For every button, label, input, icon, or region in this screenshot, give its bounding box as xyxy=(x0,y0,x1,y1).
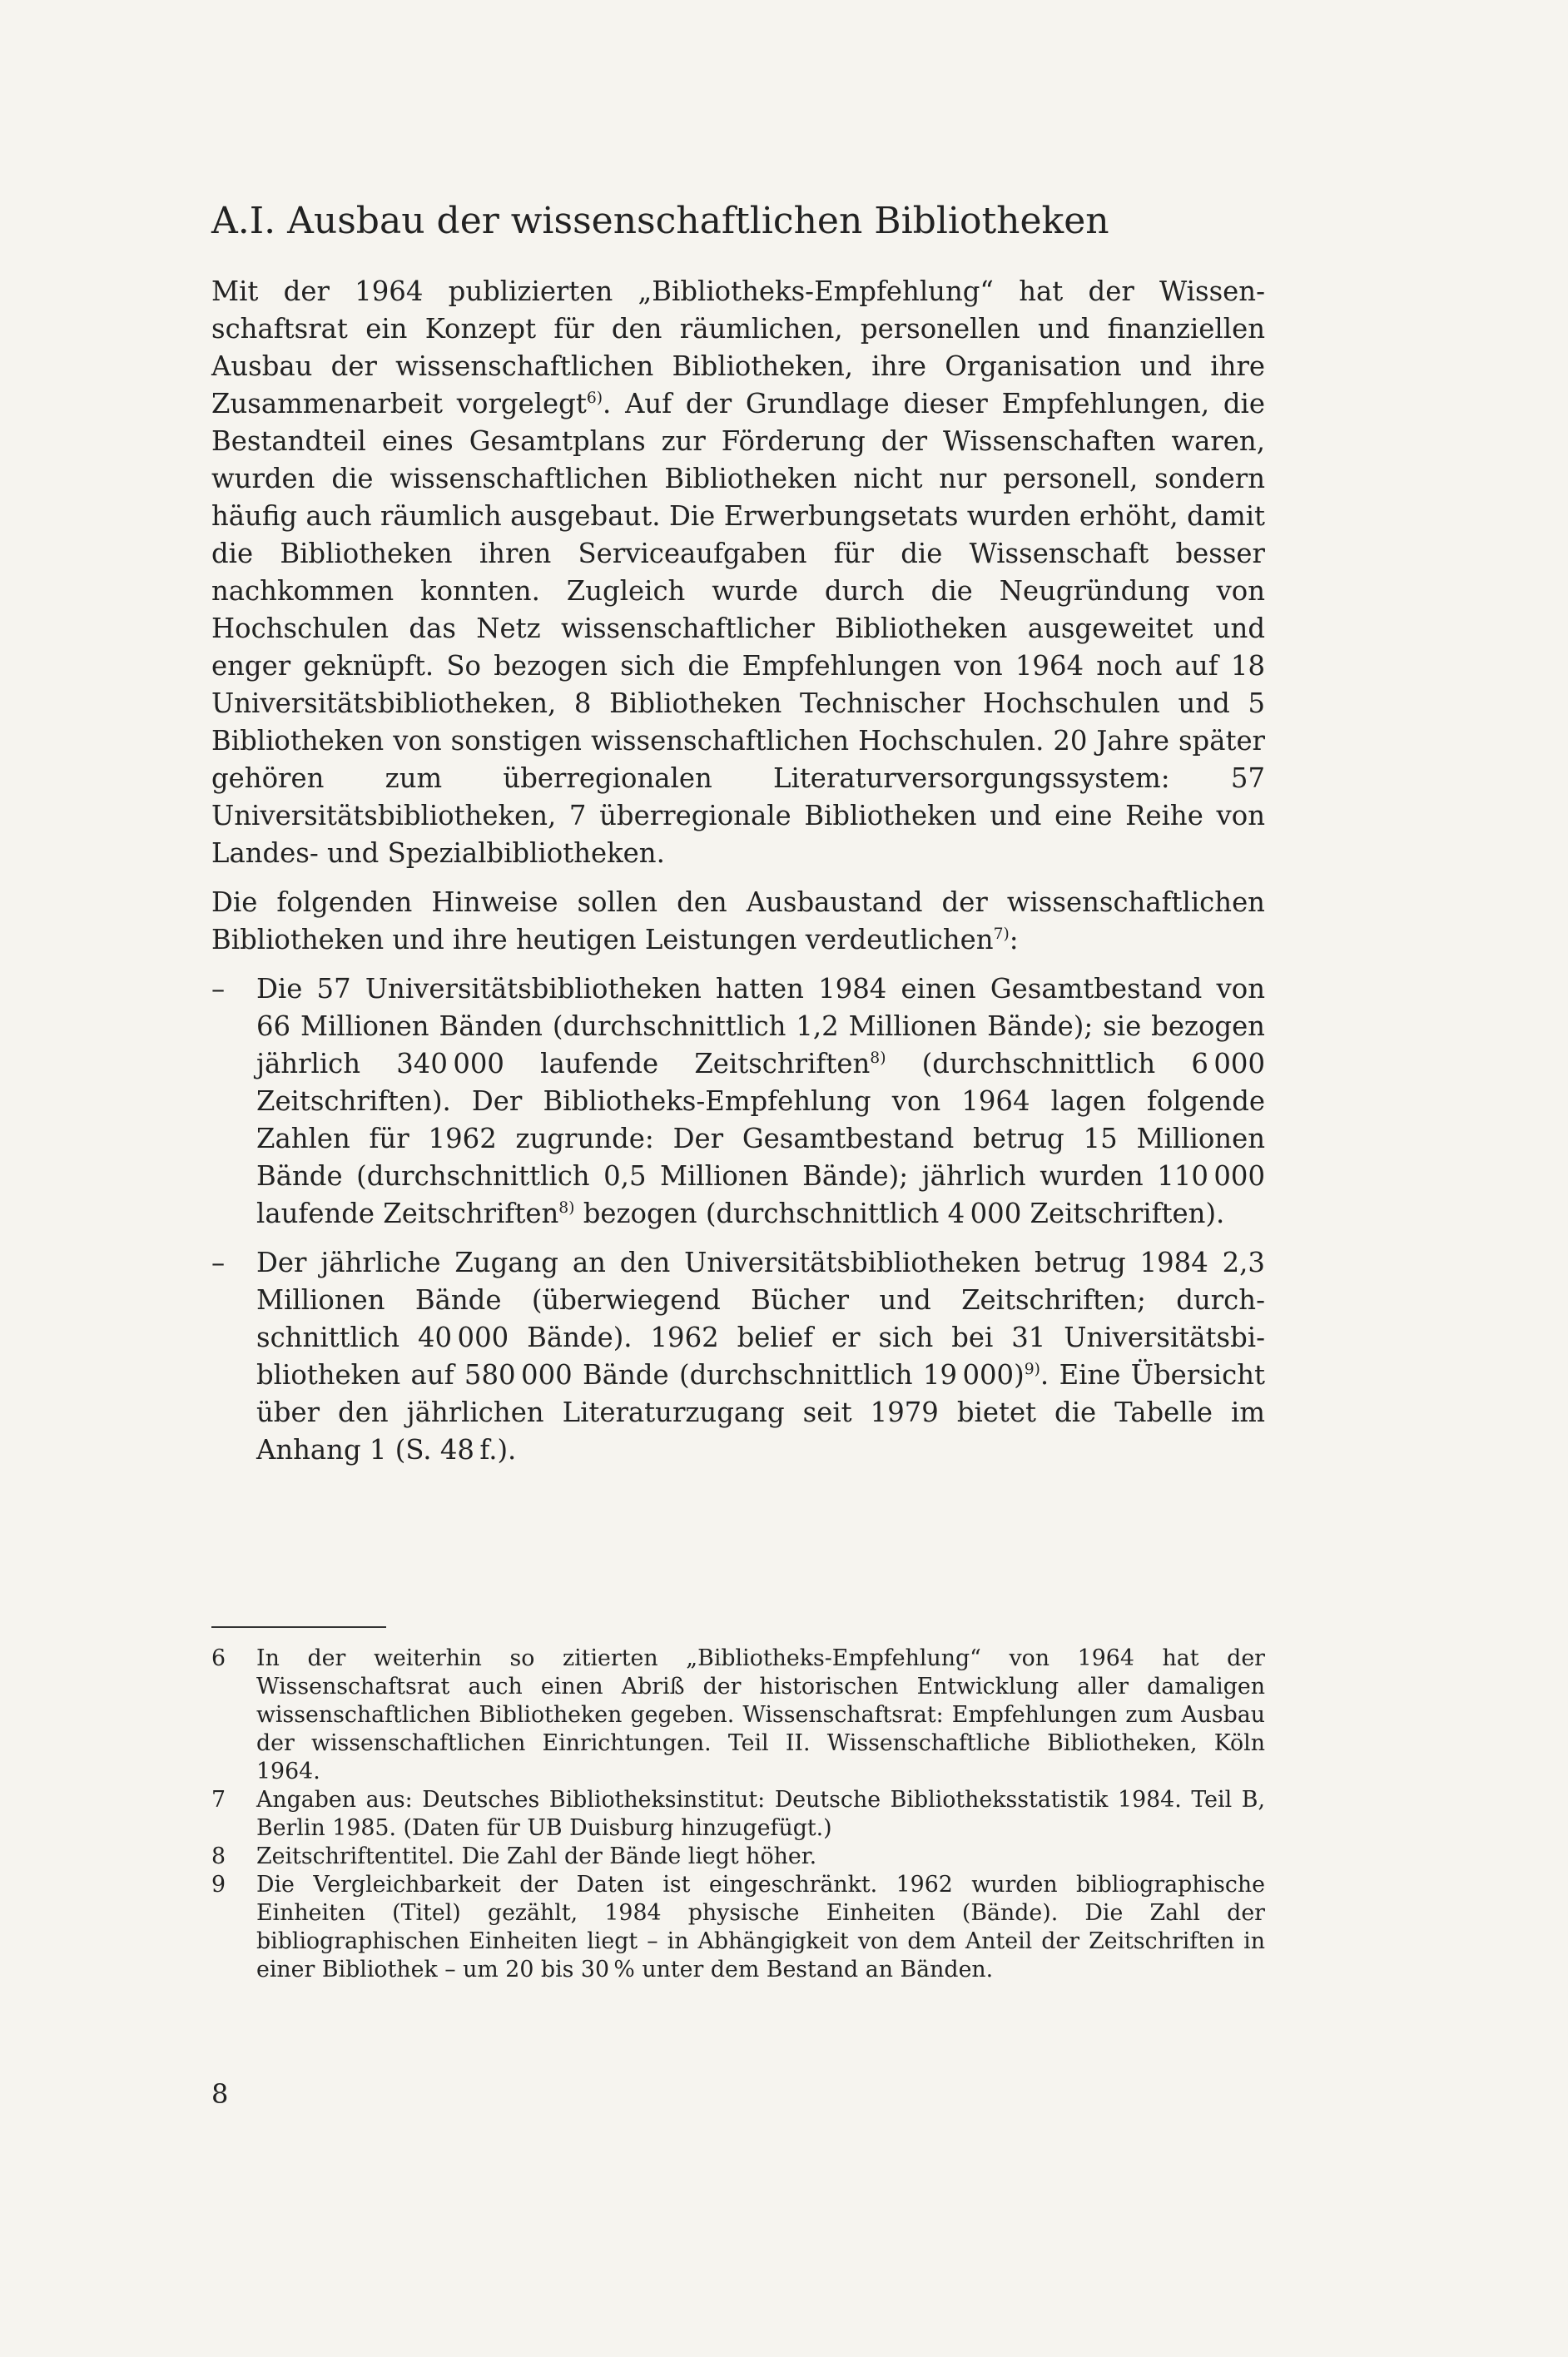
footnote-ref-7[interactable]: 7) xyxy=(993,925,1010,943)
footnote-ref-8[interactable]: 8) xyxy=(558,1198,575,1217)
footnote-9 xyxy=(211,1871,1265,1984)
footnote-text: Die Vergleichbarkeit der Daten ist eingeschränkt. 1962 wurden bibliographische Einheiten (Titel) gezählt, 1984 physische Einheiten (Bände). Die Zahl der bibliographischen Einheiten liegt – in Abhängigkeit von dem Anteil der Zeitschriften in einer Bibliothek – um 20 bis 30 % unter dem Bestand an Bänden. xyxy=(256,1872,1265,1982)
footnote-number: 7 xyxy=(211,1787,226,1813)
body-text xyxy=(211,273,1265,1481)
footnote-text: In der weiterhin so zitierten „Bibliotheks-Empfehlung“ von 1964 hat der Wissenschaftsrat auch einen Abriß der historischen Entwicklung aller damaligen wissenschaftlichen Bibliotheken gegeben. Wissenschaftsrat: Empfehlungen zum Ausbau der wissenschaftlichen Einrichtungen. Teil II. Wissenschaftliche Bibliotheken, Köln 1964. xyxy=(256,1645,1265,1784)
footnote-ref-8[interactable]: 8) xyxy=(870,1049,886,1067)
list-item: – Der jährliche Zugang an den Universitätsbibliotheken betrug 1984 2,3 Millionen Bände (überwiegend Bücher und Zeitschriften; durchschnittlich 40 000 Bände). 1962 belief er sich bei 31 Universitätsbibliotheken auf 580 000 Bände (durchschnittlich 19 000)$^{9)}$. Eine Übersicht über den jährlichen Literaturzugang seit 1979 bietet die Tabelle im Anhang 1 (S. 48 f.). xyxy=(211,1244,1265,1469)
footnote-text: Angaben aus: Deutsches Bibliotheksinstitut: Deutsche Bibliotheksstatistik 1984. Teil B, Berlin 1985. (Daten für UB Duisburg hinzugefügt.) xyxy=(256,1787,1265,1841)
footnote-divider xyxy=(211,1626,386,1628)
footnote-number: 6 xyxy=(211,1645,226,1671)
footnote-text: Zeitschriftentitel. Die Zahl der Bände liegt höher. xyxy=(256,1843,817,1869)
footnote-number: 8 xyxy=(211,1843,226,1869)
dash-bullet: – xyxy=(211,1247,226,1278)
list-item: – Die 57 Universitätsbibliotheken hatten 1984 einen Gesamtbestand von 66 Millionen Bänden (durchschnittlich 1,2 Millionen Bände); sie bezogen jährlich 340 000 laufende Zeitschriften$^{8)}$ (durchschnittlich 6 000 Zeitschriften). Der Bibliotheks-Empfehlung von 1964 lagen folgende Zahlen für 1962 zugrunde: Der Gesamtbestand betrug 15 Millionen Bände (durchschnittlich 0,5 Millionen Bände); jährlich wurden 110 000 laufende Zeitschriften$^{8)}$ bezogen (durchschnittlich 4 000 Zeitschriften). xyxy=(211,970,1265,1233)
page-number: 8 xyxy=(211,2078,229,2110)
footnote-number: 9 xyxy=(211,1872,226,1898)
footnote-8 xyxy=(211,1843,1265,1871)
footnotes xyxy=(211,1645,1265,1984)
section-heading: A.I. Ausbau der wissenschaftlichen Bibliotheken xyxy=(211,200,1109,242)
footnote-6 xyxy=(211,1645,1265,1786)
footnote-ref-9[interactable]: 9) xyxy=(1024,1360,1040,1378)
dash-bullet: – xyxy=(211,973,226,1005)
paragraph-1: Mit der 1964 publizierten „Bibliotheks-Empfehlung“ hat der Wissenschaftsrat ein Konzept für den räumlichen, personellen und finanziellen Ausbau der wissenschaftlichen Bibliotheken, ihre Organisation und ihre Zusammenarbeit vorgelegt$^{6)}$. Auf der Grundlage dieser Empfehlungen, die Bestandteil eines Gesamtplans zur Förderung der Wissenschaften waren, wurden die wissenschaftlichen Bibliotheken nicht nur personell, sondern häufig auch räumlich ausgebaut. Die Erwerbungsetats wurden erhöht, damit die Bibliotheken ihren Serviceaufgaben für die Wissenschaft besser nachkommen konnten. Zugleich wurde durch die Neugründung von Hochschulen das Netz wissenschaftlicher Bibliotheken ausgeweitet und enger geknüpft. So bezogen sich die Empfehlungen von 1964 noch auf 18 Universitätsbibliotheken, 8 Bibliotheken Technischer Hochschulen und 5 Bibliotheken von sonstigen wissenschaftlichen Hochschulen. 20 Jahre später gehören zum überregionalen Literaturversorgungssystem: 57 Universitätsbibliotheken, 7 überregionale Bibliotheken und eine Reihe von Landes- und Spezialbibliotheken. xyxy=(211,275,1265,869)
footnote-ref-6[interactable]: 6) xyxy=(586,389,603,407)
paragraph-2: Die folgenden Hinweise sollen den Ausbaustand der wissenschaftlichen Bibliotheken und ihre heutigen Leistungen verdeutlichen$^{7)}$: xyxy=(211,886,1265,955)
footnote-7 xyxy=(211,1786,1265,1843)
